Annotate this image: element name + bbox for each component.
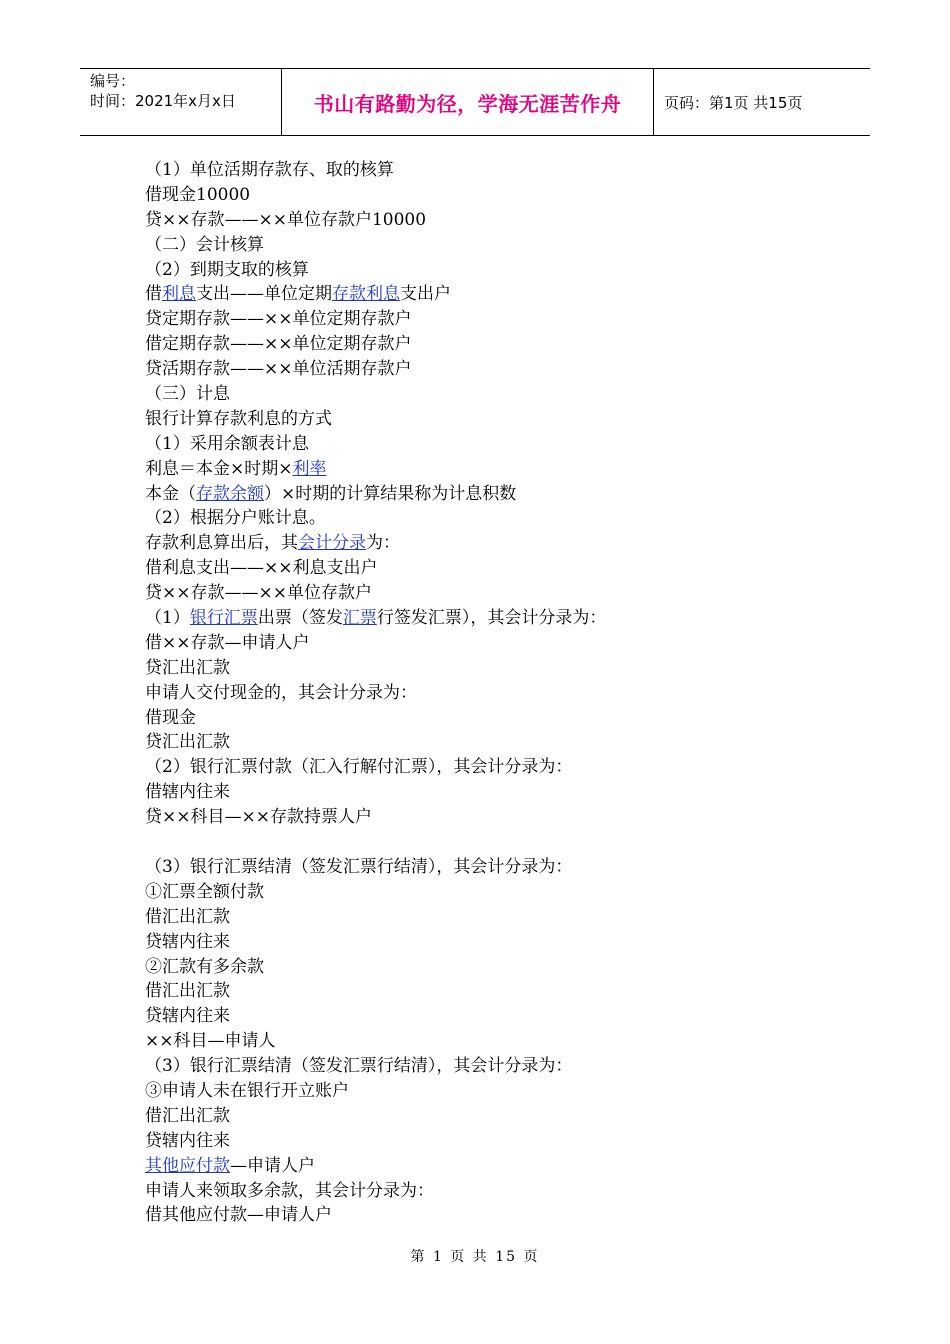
text-line — [145, 1203, 845, 1228]
text-line — [145, 681, 845, 706]
text-segment: 申请人来领取多余款，其会计分录为： — [145, 1180, 434, 1201]
text-segment: （1） — [145, 608, 190, 629]
text-segment: 出票（签发 — [257, 608, 343, 629]
text-segment: （1）采用余额表计息 — [145, 433, 309, 454]
header-meta — [80, 69, 282, 135]
text-segment: （2）银行汇票付款（汇入行解付汇票），其会计分录为： — [145, 757, 573, 778]
text-segment: 银行计算存款利息的方式 — [145, 408, 332, 429]
text-line — [145, 855, 845, 880]
text-segment: 借汇出汇款 — [145, 906, 230, 927]
text-line — [145, 282, 845, 307]
text-line — [145, 432, 845, 457]
page-header — [80, 68, 870, 136]
text-segment: —申请人户 — [230, 1155, 315, 1176]
text-line — [145, 556, 845, 581]
page-footer: 第 1 页 共 15 页 — [410, 1249, 540, 1265]
text-line — [145, 581, 845, 606]
text-segment: 利息＝本金×时期× — [145, 458, 293, 479]
text-segment: 贷××存款——××单位存款户10000 — [145, 209, 427, 230]
hyperlink[interactable]: 银行汇票 — [189, 608, 258, 629]
text-line — [145, 457, 845, 482]
text-segment: ①汇票全额付款 — [145, 881, 264, 902]
text-line — [145, 183, 845, 208]
text-line — [145, 158, 845, 183]
text-line — [145, 755, 845, 780]
text-line — [145, 506, 845, 531]
text-segment: 借定期存款——××单位定期存款户 — [145, 334, 412, 355]
hyperlink[interactable]: 存款余额 — [196, 483, 264, 504]
hyperlink[interactable]: 会计分录 — [298, 533, 366, 554]
text-segment: 贷××存款——××单位存款户 — [145, 583, 372, 604]
text-line — [145, 706, 845, 731]
text-line — [145, 208, 845, 233]
text-segment: 贷活期存款——××单位活期存款户 — [145, 359, 412, 380]
hyperlink[interactable]: 其他应付款 — [145, 1155, 230, 1176]
text-segment: 贷汇出汇款 — [145, 732, 230, 753]
text-line — [145, 307, 845, 332]
text-segment: （3）银行汇票结清（签发汇票行结清），其会计分录为： — [145, 1056, 573, 1077]
date-label: 时间：2021年x月x日 — [90, 92, 236, 110]
doc-number-label: 编号： — [90, 72, 136, 90]
text-segment: ）×时期的计算结果称为计息积数 — [264, 483, 517, 504]
text-line — [145, 880, 845, 905]
text-line — [145, 233, 845, 258]
hyperlink[interactable]: 利率 — [292, 458, 327, 479]
text-line — [145, 1004, 845, 1029]
text-segment: （2）根据分户账计息。 — [145, 508, 326, 529]
text-segment: ③申请人未在银行开立账户 — [145, 1080, 349, 1101]
text-segment: 贷辖内往来 — [145, 1130, 230, 1151]
text-segment: 借汇出汇款 — [145, 1105, 230, 1126]
text-segment: 支出户 — [400, 284, 451, 305]
text-line — [145, 830, 845, 855]
text-segment: 为： — [366, 533, 400, 554]
text-line — [145, 955, 845, 980]
text-segment: 借现金10000 — [145, 184, 251, 205]
text-line — [145, 805, 845, 830]
text-line — [145, 979, 845, 1004]
text-line — [145, 905, 845, 930]
text-segment: 借汇出汇款 — [145, 981, 230, 1002]
text-segment: 贷汇出汇款 — [145, 657, 230, 678]
text-segment: ××科目—申请人 — [145, 1031, 276, 1052]
header-page-number: 页码：第1页 共15页 — [664, 93, 803, 112]
text-line — [145, 1154, 845, 1179]
text-segment: 贷辖内往来 — [145, 1006, 230, 1027]
text-line — [145, 606, 845, 631]
text-segment: 借 — [145, 284, 162, 305]
text-line — [145, 1029, 845, 1054]
text-line — [145, 780, 845, 805]
text-segment: （2）到期支取的核算 — [145, 259, 309, 280]
text-segment: 申请人交付现金的，其会计分录为： — [145, 682, 417, 703]
text-segment: 存款利息算出后，其 — [145, 533, 298, 554]
text-line — [145, 656, 845, 681]
text-segment: ②汇款有多余款 — [145, 956, 264, 977]
text-segment: 借现金 — [145, 707, 196, 728]
text-segment: （3）银行汇票结清（签发汇票行结清），其会计分录为： — [145, 856, 573, 877]
text-segment: 贷辖内往来 — [145, 931, 230, 952]
header-motto: 书山有路勤为径，学海无涯苦作舟 — [282, 69, 654, 135]
text-line — [145, 531, 845, 556]
text-line — [145, 407, 845, 432]
hyperlink[interactable]: 存款利息 — [332, 284, 400, 305]
text-line — [145, 1079, 845, 1104]
text-segment: 借辖内往来 — [145, 782, 230, 803]
text-line — [145, 332, 845, 357]
text-line — [145, 730, 845, 755]
text-line — [145, 930, 845, 955]
text-segment: （三）计息 — [145, 384, 230, 405]
text-segment: 借其他应付款—申请人户 — [145, 1205, 332, 1226]
text-line — [145, 1179, 845, 1204]
text-line — [145, 1054, 845, 1079]
text-line — [145, 357, 845, 382]
text-segment: 借××存款—申请人户 — [145, 632, 310, 653]
text-line — [145, 1104, 845, 1129]
text-segment: 贷××科目—××存款持票人户 — [145, 807, 372, 828]
text-line — [145, 258, 845, 283]
hyperlink[interactable]: 利息 — [162, 284, 196, 305]
text-line — [145, 382, 845, 407]
text-line — [145, 482, 845, 507]
document-body — [145, 158, 845, 1228]
text-line — [145, 1129, 845, 1154]
text-line — [145, 631, 845, 656]
text-segment: （二）会计核算 — [145, 234, 264, 255]
text-segment: 本金（ — [145, 483, 196, 504]
text-segment: 支出——单位定期 — [196, 284, 332, 305]
text-segment: （1）单位活期存款存、取的核算 — [145, 160, 394, 180]
text-segment: 借利息支出——××利息支出户 — [145, 558, 378, 579]
text-segment: 行签发汇票），其会计分录为： — [376, 608, 607, 629]
hyperlink[interactable]: 汇票 — [342, 608, 377, 629]
text-segment: 贷定期存款——××单位定期存款户 — [145, 309, 412, 330]
